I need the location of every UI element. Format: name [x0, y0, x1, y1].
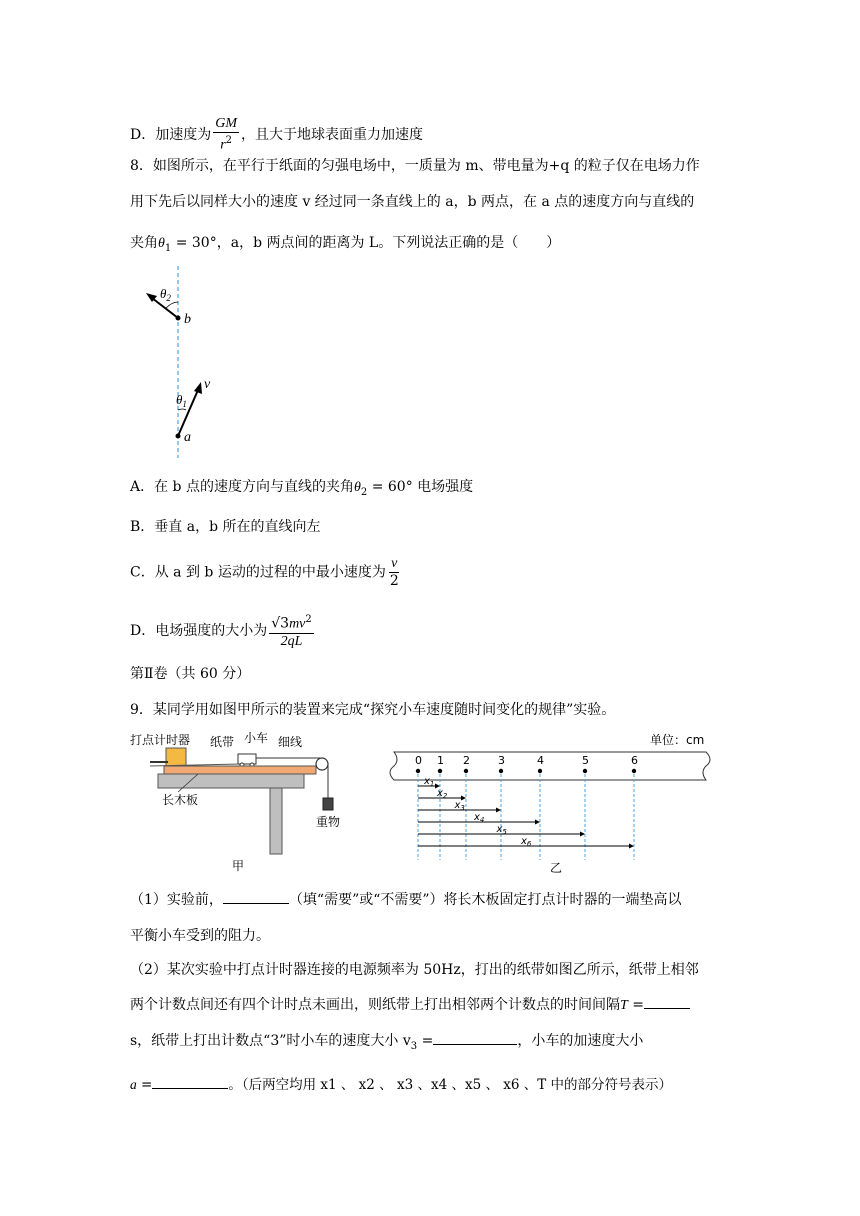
- label-v: v: [204, 377, 211, 392]
- q8-line3-a: 夹角: [130, 235, 158, 251]
- pulley: [316, 758, 328, 770]
- timer-box: [166, 748, 186, 766]
- blank-1[interactable]: [223, 889, 289, 904]
- distance-arrow-x3: [496, 808, 501, 813]
- tape-dot-3: [499, 769, 503, 773]
- q9-p2-e-tail: 。（后两空均用 x1 、 x2 、 x3 、x4 、x5 、 x6 、T 中的部分符号表示）: [228, 1077, 673, 1093]
- q7-d-den: r: [220, 137, 226, 153]
- tape-dot-6: [632, 769, 636, 773]
- table-top: [158, 774, 304, 788]
- q8-figure: [130, 262, 240, 462]
- point-label-2: 2: [463, 754, 470, 767]
- blank-3[interactable]: [433, 1030, 517, 1045]
- q7-d-label: D．加速度为: [130, 126, 212, 143]
- caption-yi: 乙: [550, 861, 563, 875]
- q9-part2-line2: [130, 994, 690, 1016]
- point-label-5: 5: [582, 754, 589, 767]
- distance-label-x6: $x_6$: [521, 836, 532, 848]
- theta1-label: $\theta_1$: [176, 392, 187, 409]
- label-tape: 纸带: [210, 735, 235, 749]
- q9-p2-a: a: [130, 1077, 137, 1092]
- q9-figure-yi: [384, 728, 720, 880]
- unit-label: 单位：cm: [650, 733, 705, 747]
- cart-body: [238, 754, 256, 764]
- q7-d-num: GM: [215, 116, 238, 131]
- blank-4[interactable]: [152, 1074, 228, 1089]
- q9-part2-line1: （2）某次实验中打点计时器连接的电源频率为 50Hz，打出的纸带如图乙所示，纸带上相邻: [130, 962, 699, 978]
- tape-dot-4: [538, 769, 542, 773]
- point-b: [176, 316, 181, 321]
- q8-line3-b: ，a，b 两点间的距离为 L。下列说法正确的是（ ）: [216, 235, 561, 251]
- label-b: b: [184, 312, 191, 327]
- distance-label-x1: $x_1$: [424, 776, 435, 788]
- q8-d-pre: D．电场强度的大小为: [130, 622, 268, 639]
- tape-dot-1: [438, 769, 442, 773]
- q8-d-num: mv: [289, 616, 306, 632]
- point-label-0: 0: [415, 754, 422, 767]
- point-label-1: 1: [437, 754, 444, 767]
- table-leg: [270, 788, 282, 854]
- q9-p1-a: （1）实验前，: [130, 892, 223, 908]
- q8-c-pre: C．从 a 到 b 运动的过程的中最小速度为: [130, 564, 386, 581]
- theta1-arc: [178, 409, 186, 410]
- q9-p2-e-eq: =: [136, 1077, 153, 1093]
- distance-arrow-x5: [580, 832, 585, 837]
- q9-p2-c-sub: 3: [410, 1040, 418, 1052]
- theta2-label: $\theta_2$: [160, 286, 171, 303]
- q8-a-post: 电场强度: [412, 479, 474, 495]
- section-title: 第Ⅱ卷（共 60 分）: [130, 666, 251, 682]
- blank-2[interactable]: [644, 994, 690, 1009]
- weight-block: [323, 798, 333, 810]
- q8-a-eq: = 60°: [367, 479, 413, 495]
- label-weight: 重物: [316, 815, 341, 829]
- q8-a-pre: A．在 b 点的速度方向与直线的夹角: [130, 479, 354, 495]
- q8-c-den: 2: [389, 573, 399, 589]
- q7-d-den-exp: 2: [225, 135, 233, 146]
- q7-option-d: [130, 116, 423, 154]
- q8-c-fraction: [388, 556, 401, 589]
- q8-d-num-exp: 2: [305, 614, 312, 625]
- q8-option-d: [130, 612, 316, 650]
- q8-d-den: 2qL: [280, 633, 303, 649]
- point-label-3: 3: [498, 754, 505, 767]
- label-board: 长木板: [162, 793, 199, 807]
- q9-figure-jia: [128, 728, 348, 878]
- q8-d-fraction: [269, 612, 314, 650]
- q8-line1: 8．如图所示，在平行于纸面的匀强电场中，一质量为 m、带电量为+q 的粒子仅在电场力作: [130, 158, 700, 174]
- q8-option-a: [130, 477, 473, 503]
- q9-part2-line3: [130, 1030, 643, 1057]
- tape-dot-5: [583, 769, 587, 773]
- label-string: 细线: [278, 735, 303, 749]
- q9-part2-line4: [130, 1074, 672, 1095]
- q9-p2-eq: =: [627, 997, 644, 1013]
- point-label-4: 4: [537, 754, 544, 767]
- distance-arrow-x2: [461, 796, 466, 801]
- label-a: a: [184, 430, 191, 445]
- tape-dot-0: [416, 769, 420, 773]
- q8-theta1-sub: 1: [164, 242, 172, 254]
- distance-arrow-x4: [535, 820, 540, 825]
- q8-c-num: v: [391, 556, 398, 571]
- tape-dot-2: [464, 769, 468, 773]
- caption-jia: 甲: [232, 859, 245, 873]
- distance-markers: [418, 776, 634, 849]
- q9-intro: 9．某同学用如图甲所示的装置来完成“探究小车速度随时间变化的规律”实验。: [130, 702, 616, 718]
- long-board: [164, 766, 316, 774]
- q8-option-c: [130, 556, 403, 589]
- q8-line2: 用下先后以同样大小的速度 v 经过同一条直线上的 a，b 两点，在 a 点的速度方向与直线的: [130, 194, 695, 210]
- q9-p2-c: s，纸带上打出计数点“3”时小车的速度大小 v: [130, 1033, 411, 1049]
- distance-label-x3: $x_3$: [454, 800, 465, 812]
- q9-p1-b: （填“需要”或“不需要”）将长木板固定打点计时器的一端垫高以: [288, 892, 682, 908]
- q9-part1-line2: 平衡小车受到的阻力。: [130, 928, 270, 944]
- distance-label-x2: $x_2$: [437, 788, 448, 800]
- distance-label-x4: $x_4$: [474, 812, 485, 824]
- q7-d-fraction: [213, 116, 239, 154]
- q7-d-tail: ，且大于地球表面重力加速度: [241, 126, 424, 143]
- label-timer: 打点计时器: [130, 733, 191, 747]
- q8-line3: [130, 233, 560, 259]
- distance-label-x5: $x_5$: [496, 824, 507, 836]
- distance-arrow-x6: [629, 844, 634, 849]
- q9-p2-d: ，小车的加速度大小: [517, 1033, 644, 1049]
- point-a: [176, 434, 181, 439]
- q8-a-theta: θ: [353, 480, 361, 495]
- q9-part1-line1: [130, 889, 682, 910]
- point-label-6: 6: [631, 754, 638, 767]
- b-velocity-arrow: [152, 298, 178, 318]
- q8-option-b: B．垂直 a，b 所在的直线向左: [130, 519, 321, 535]
- label-cart: 小车: [244, 731, 269, 745]
- a-arrow-head: [194, 382, 202, 394]
- q9-p2-T: T: [620, 998, 628, 1013]
- q9-p2-b: 两个计数点间还有四个计时点未画出，则纸带上打出相邻两个计数点的时间间隔: [130, 997, 620, 1013]
- q8-a-sub: 2: [360, 486, 368, 498]
- q9-p2-c-eq: =: [417, 1033, 434, 1049]
- q8-d-root: √3: [271, 615, 290, 632]
- q8-theta1: θ: [158, 236, 165, 251]
- q8-theta1-eq: = 30°: [171, 235, 217, 251]
